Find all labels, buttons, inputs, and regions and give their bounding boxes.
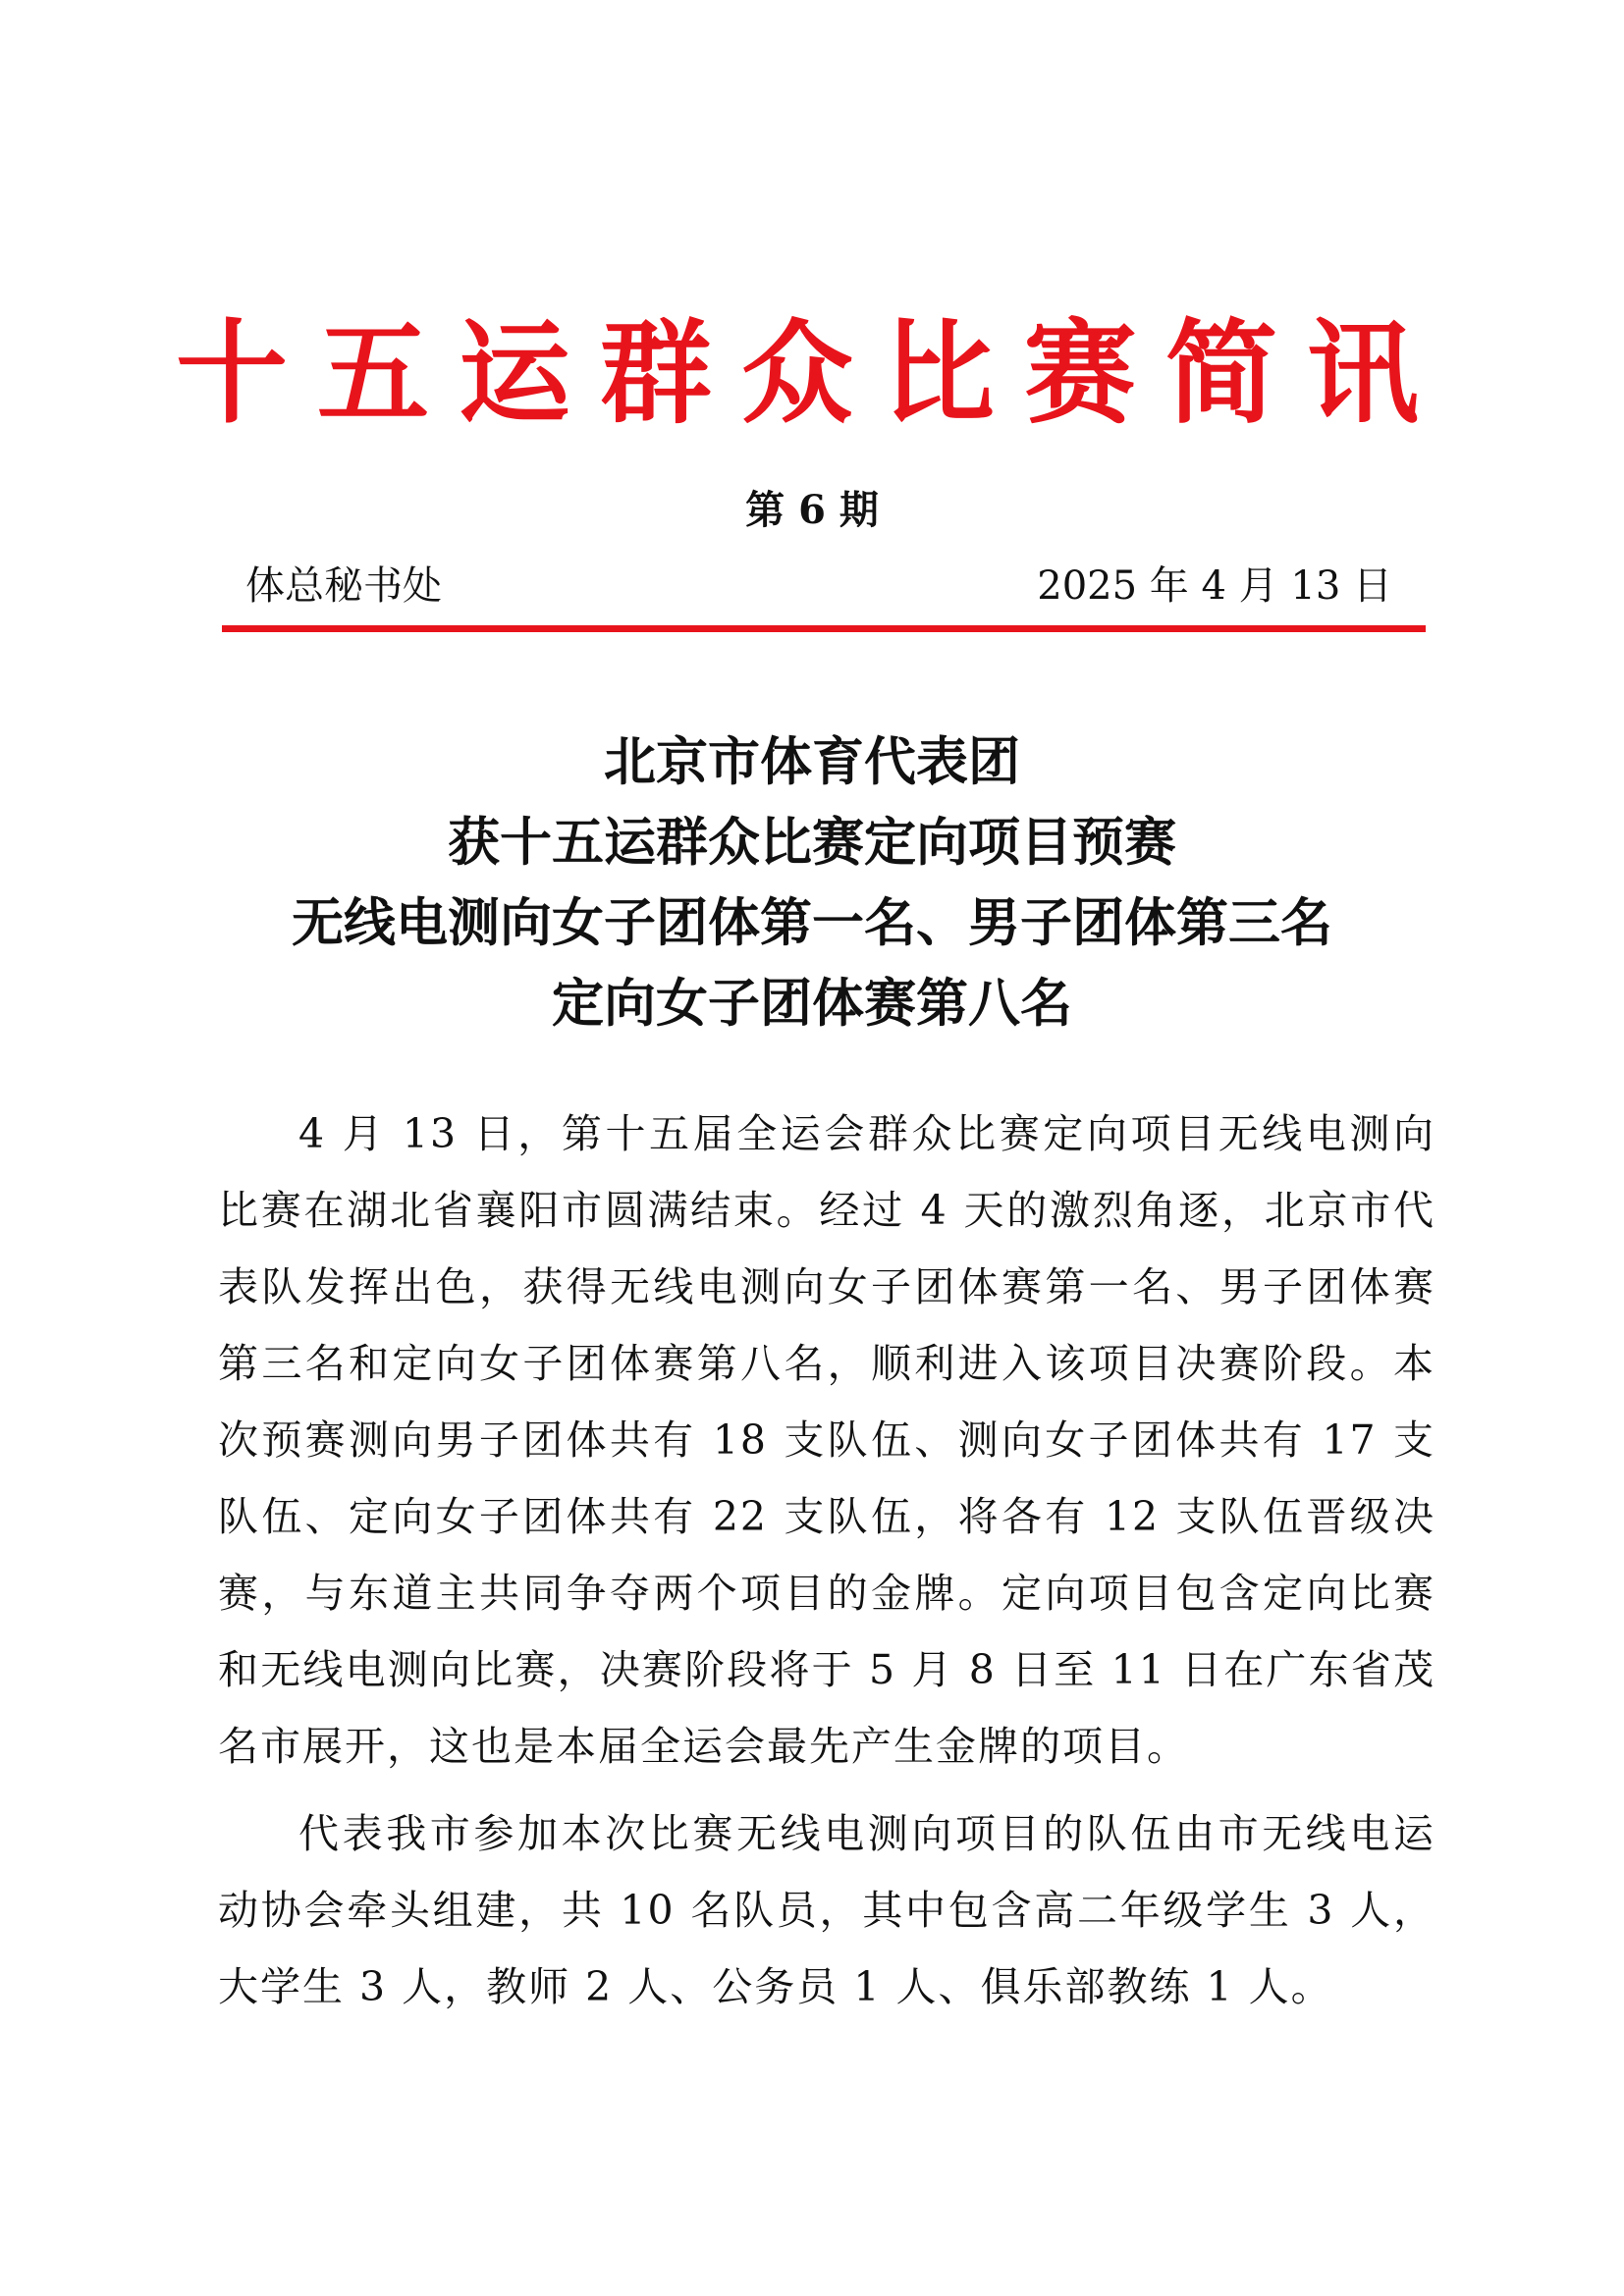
body-paragraph: 4 月 13 日，第十五届全运会群众比赛定向项目无线电测向比赛在湖北省襄阳市圆满结束。经过 4 天的激烈角逐，北京市代表队发挥出色，获得无线电测向女子团体赛第一名、男子团体赛第三名和定向女子团体赛第八名，顺利进入该项目决赛阶段。本次预赛测向男子团体共有 18 支队伍、测向女子团体共有 17 支队伍、定向女子团体共有 22 支队伍，将各有 12 支队伍晋级决赛，与东道主共同争夺两个项目的金牌。定向项目包含定向比赛和无线电测向比赛，决赛阶段将于 5 月 8 日至 11 日在广东省茂名市展开，这也是本届全运会最先产生金牌的项目。 (218, 1110, 1435, 1770)
issuer: 体总秘书处 (245, 563, 442, 609)
issue-date: 2025 年 4 月 13 日 (1037, 563, 1392, 609)
headline-line: 无线电测向女子团体第一名、男子团体第三名 (292, 892, 1332, 953)
issue-info-line (245, 552, 1392, 620)
article-body (218, 1095, 1435, 2036)
masthead-divider (222, 625, 1426, 632)
headline-line: 定向女子团体赛第八名 (552, 973, 1072, 1034)
headline-line: 北京市体育代表团 (604, 731, 1020, 792)
issue-number: 第 6 期 (745, 487, 879, 533)
headline-line: 获十五运群众比赛定向项目预赛 (448, 812, 1176, 873)
masthead-title: 十五运群众比赛简讯 (175, 307, 1448, 439)
article-headline (147, 721, 1477, 1043)
body-paragraph: 代表我市参加本次比赛无线电测向项目的队伍由市无线电运动协会牵头组建，共 10 名队员，其中包含高二年级学生 3 人，大学生 3 人，教师 2 人、公务员 1 人、俱乐部教练 1 人。 (218, 1810, 1435, 2010)
